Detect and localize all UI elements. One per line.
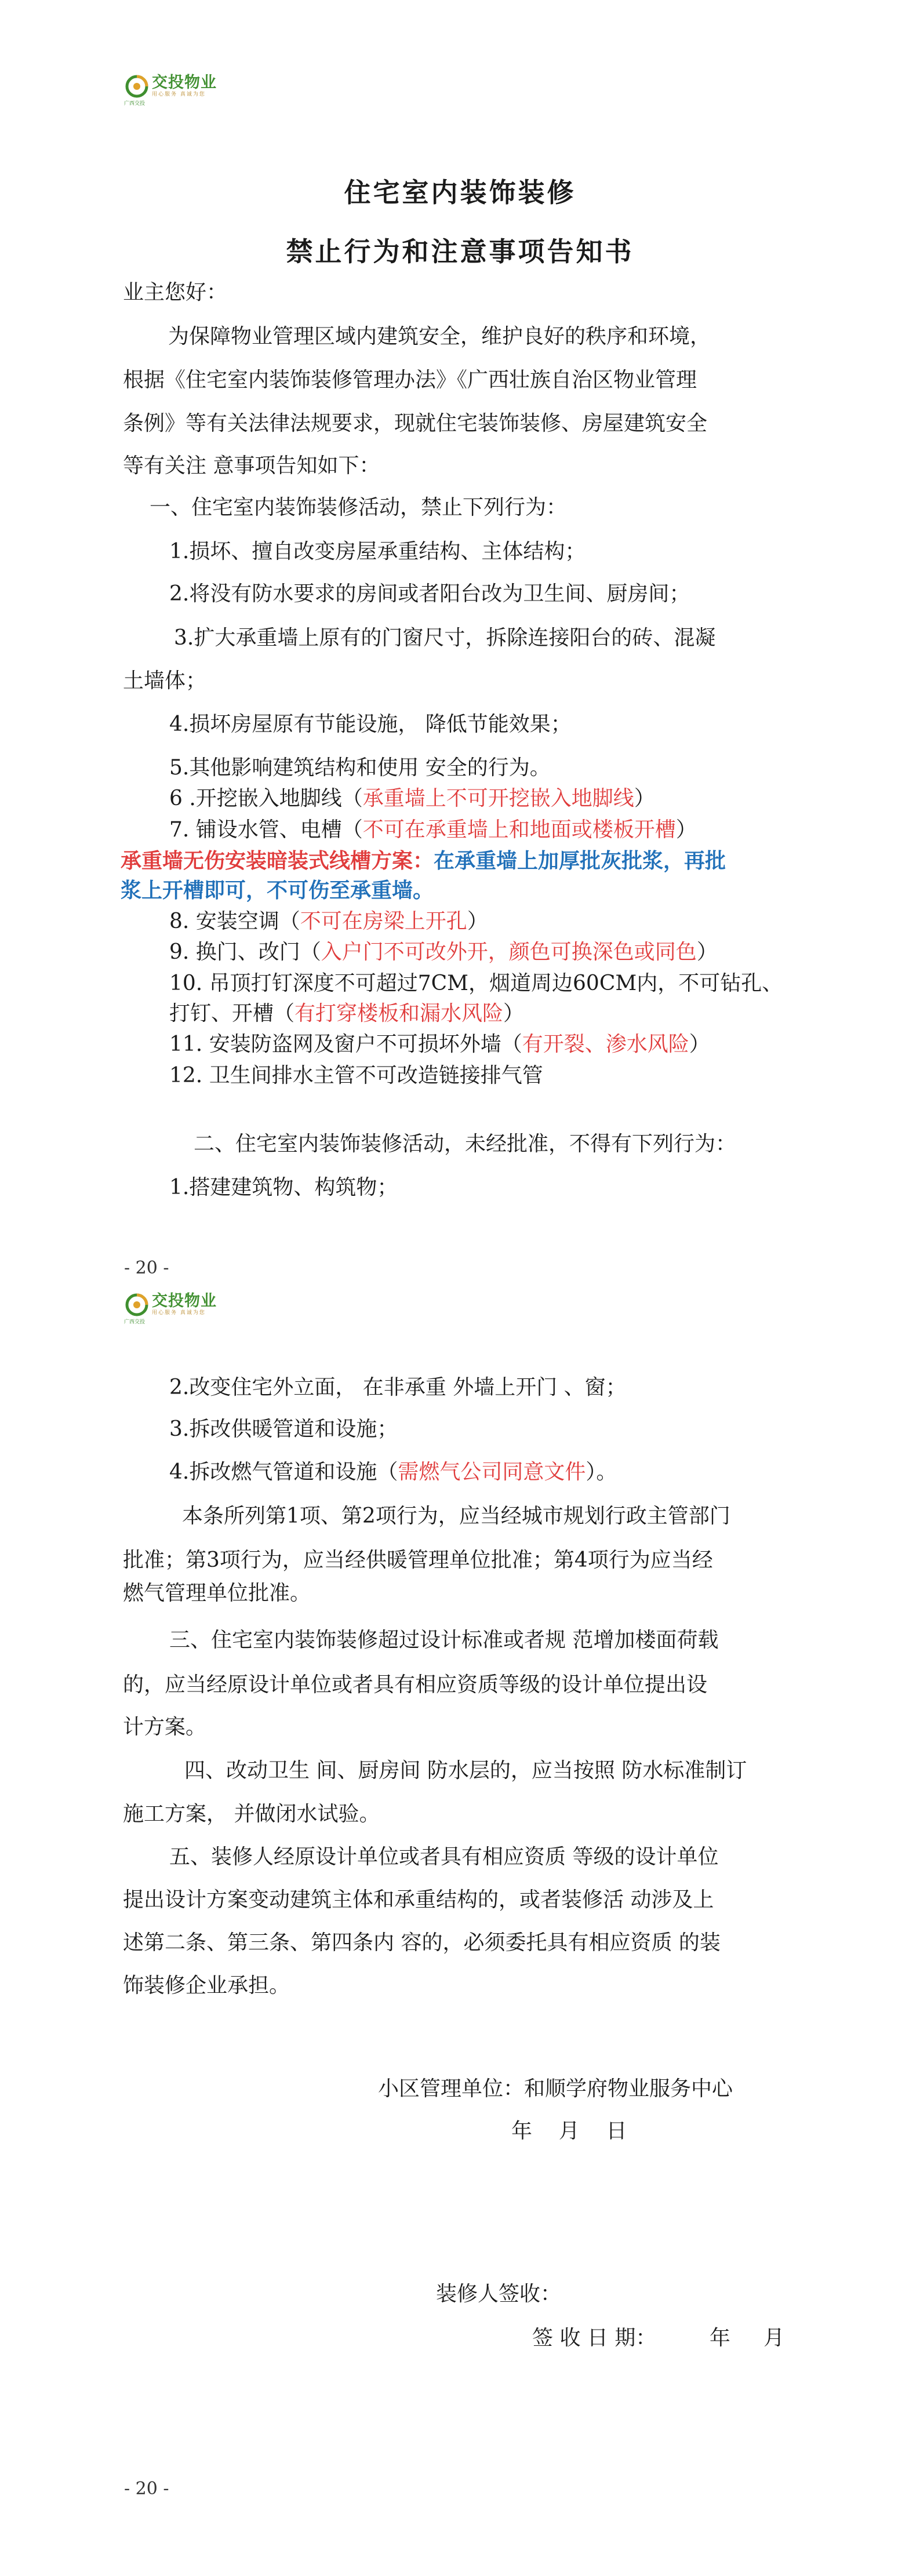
item-1: 1.损坏、擅自改变房屋承重结构、主体结构；	[169, 540, 586, 563]
logo-name: 交投物业	[152, 1292, 217, 1310]
item-7-warning: 不可在承重墙上和地面或楼板开槽	[362, 818, 676, 842]
management-date: 年 月 日	[511, 2119, 627, 2143]
section-5-line-3: 述第二条、第三条、第四条内 容的，必须委托具有相应资质 的装	[123, 1931, 721, 1955]
wiring-plan-text-1: 在承重墙上加厚批灰批浆，再批	[434, 849, 726, 873]
item-11	[169, 1032, 710, 1057]
item-3-line-2: 土墙体；	[123, 669, 207, 693]
item-2: 2.将没有防水要求的房间或者阳台改为卫生间、厨房间；	[169, 582, 690, 606]
item-10-line-1: 10. 吊顶打钉深度不可超过7CM，烟道周边60CM内，不可钻孔、	[169, 972, 783, 995]
logo-emblem-icon	[124, 75, 148, 107]
intro-line-4: 等有关注 意事项告知如下：	[123, 454, 380, 478]
renovator-signature-label: 装修人签收：	[436, 2282, 562, 2306]
approval-para-line-3: 燃气管理单位批准。	[123, 1581, 311, 1605]
item-8-text: 8. 安装空调（	[169, 909, 300, 933]
item-5: 5.其他影响建筑结构和使用 安全的行为。	[169, 756, 551, 780]
section-3-line-2: 的，应当经原设计单位或者具有相应资质等级的设计单位提出设	[123, 1673, 708, 1697]
section-5-line-4: 饰装修企业承担。	[123, 1974, 290, 1998]
page-number-2: - 20 -	[124, 2479, 169, 2499]
item-6-close: ）	[634, 787, 655, 810]
intro-line-1: 为保障物业管理区域内建筑安全，维护良好的秩序和环境，	[168, 325, 711, 348]
item-12: 12. 卫生间排水主管不可改造链接排气管	[169, 1064, 543, 1087]
section-2-heading: 二、住宅室内装饰装修活动，未经批准，不得有下列行为：	[194, 1132, 737, 1156]
item-8	[169, 909, 488, 934]
section-2-item-4-text: 4.拆改燃气管道和设施（	[169, 1460, 398, 1484]
item-3-line-1: 3.扩大承重墙上原有的门窗尺寸，拆除连接阳台的砖、混凝	[174, 626, 716, 650]
item-10-close: ）	[503, 1002, 525, 1025]
item-7-close: ）	[675, 818, 697, 842]
section-2-item-2: 2.改变住宅外立面， 在非承重 外墙上开门 、窗；	[169, 1376, 627, 1399]
item-6-text: 6 .开挖嵌入地脚线（	[169, 787, 363, 810]
item-11-text: 11. 安装防盗网及窗户不可损坏外墙（	[169, 1032, 522, 1056]
wiring-plan-heading: 承重墙无伤安装暗装式线槽方案：	[121, 849, 434, 873]
item-10-line-2	[169, 1001, 524, 1027]
section-2-item-4-close: ）。	[586, 1460, 617, 1484]
item-10-warning: 有打穿楼板和漏水风险	[294, 1002, 504, 1025]
item-9-text: 9. 换门、改门（	[169, 940, 321, 964]
item-9-warning: 入户门不可改外开，颜色可换深色或同色	[321, 940, 697, 964]
item-6-warning: 承重墙上不可开挖嵌入地脚线	[362, 787, 634, 810]
logo-slogan: 用心服务 真诚为您	[152, 1310, 206, 1316]
item-9-close: ）	[696, 940, 718, 964]
approval-para-line-1: 本条所列第1项、第2项行为，应当经城市规划行政主管部门	[182, 1504, 730, 1528]
logo-emblem-icon	[124, 1293, 148, 1325]
logo-sub-left: 广西交投	[124, 100, 146, 107]
intro-line-2: 根据《住宅室内装饰装修管理办法》《广西壮族自治区物业管理	[123, 368, 697, 392]
item-11-close: ）	[689, 1032, 710, 1056]
section-4-line-1: 四、改动卫生 间、厨房间 防水层的，应当按照 防水标准制订	[184, 1759, 747, 1782]
document-title-line-2: 禁止行为和注意事项告知书	[286, 236, 634, 267]
signature-date: 签 收 日 期： 年 月	[532, 2326, 785, 2350]
item-10-text: 打钉、开槽（	[169, 1002, 295, 1025]
logo-slogan: 用心服务 真诚为您	[152, 92, 206, 97]
section-2-item-1: 1.搭建建筑物、构筑物；	[169, 1176, 398, 1199]
wiring-plan-line-1	[121, 848, 726, 874]
item-6	[169, 786, 655, 812]
section-2-item-4	[169, 1460, 617, 1485]
section-4-line-2: 施工方案， 并做闭水试验。	[123, 1802, 380, 1826]
section-2-item-3: 3.拆改供暖管道和设施；	[169, 1417, 398, 1441]
section-3-line-1: 三、住宅室内装饰装修超过设计标准或者规 范增加楼面荷载	[169, 1628, 719, 1652]
item-7	[169, 817, 697, 843]
wiring-plan-line-2: 浆上开槽即可，不可伤至承重墙。	[121, 878, 434, 903]
logo-name: 交投物业	[152, 74, 217, 92]
approval-para-line-2: 批准；第3项行为，应当经供暖管理单位批准；第4项行为应当经	[123, 1548, 713, 1572]
item-9	[169, 940, 718, 965]
section-5-line-2: 提出设计方案变动建筑主体和承重结构的，或者装修活 动涉及上	[123, 1888, 714, 1912]
item-8-warning: 不可在房梁上开孔	[300, 909, 467, 933]
section-3-line-3: 计方案。	[123, 1715, 207, 1739]
item-11-warning: 有开裂、渗水风险	[522, 1032, 689, 1056]
document-title-line-1: 住宅室内装饰装修	[344, 177, 576, 208]
item-4: 4.损坏房屋原有节能设施， 降低节能效果；	[169, 712, 572, 736]
item-7-text: 7. 铺设水管、电槽（	[169, 818, 363, 842]
management-unit: 小区管理单位：和顺学府物业服务中心	[378, 2077, 733, 2101]
greeting: 业主您好：	[123, 281, 228, 304]
section-2-item-4-warning: 需燃气公司同意文件	[398, 1460, 586, 1484]
intro-line-3: 条例》等有关法律法规要求，现就住宅装饰装修、房屋建筑安全	[123, 412, 708, 435]
item-8-close: ）	[467, 909, 488, 933]
company-logo	[124, 74, 217, 107]
logo-sub-left: 广西交投	[124, 1319, 146, 1325]
section-5-line-1: 五、装修人经原设计单位或者具有相应资质 等级的设计单位	[169, 1845, 719, 1869]
page-number-1: - 20 -	[124, 1258, 169, 1278]
company-logo-page-2	[124, 1292, 217, 1325]
section-1-heading: 一、住宅室内装饰装修活动，禁止下列行为：	[150, 496, 568, 519]
